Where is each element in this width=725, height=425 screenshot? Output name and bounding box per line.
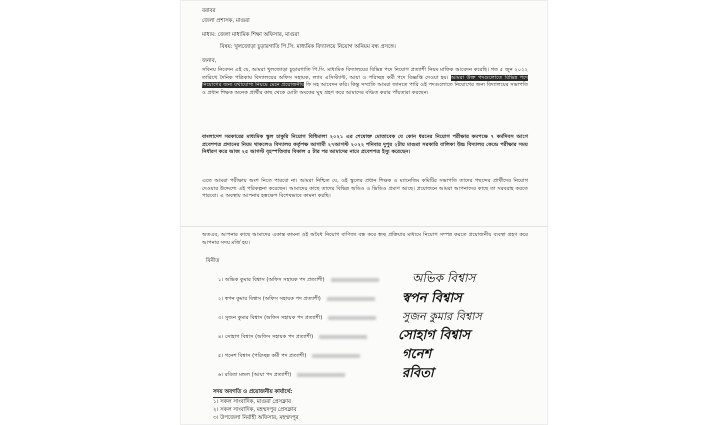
- signatory-line: ১। অভিক কুমার বিশ্বাস (অফিস সহায়ক পদ প্রত্যাশী): [218, 277, 325, 283]
- letter-page: [180, 0, 548, 425]
- signatory-row: [218, 277, 379, 285]
- signatory-line: ৪। সোহাগ বিশ্বাস (অফিস সহায়ক পদ প্রত্যাশী): [218, 334, 314, 340]
- signatory-row: [218, 334, 367, 342]
- signatory-row: [218, 296, 375, 304]
- redacted-phone: [297, 373, 345, 377]
- redacted-phone: [331, 278, 379, 282]
- signatory-line: ৩। সুজন কুমার বিশ্বাস (অফিস সহায়ক পদ প্রত্যাশী): [218, 315, 323, 321]
- copy-heading: সদয় অবগতি ও প্রয়োজনীয় কার্যার্থে:: [213, 389, 293, 395]
- body-p1-text: সবিনয় নিবেদন এই যে, আমরা খুলজোড়া চুড়ারগাতি পি.সি. মাধ্যমিক বিদ্যালয়ের বিভিন্ন পদে নিয়োগ প্রত্যাশী নিয়ম মাফিক আবেদন করেছি। গত ৫ জুন ২০২২ তারিখে দৈনিক পত্রিকায় বিদ্যালয়ের অফিস সহায়ক, ল্যাব এসিস্ট্যান্ট, আয়া ও পরিচ্ছন্ন কর্মী পদে বিজ্ঞপ্তি দেওয়া হয়।: [202, 67, 528, 81]
- redacted-phone: [312, 354, 360, 358]
- signature: অভিক বিশ্বাস: [412, 271, 476, 285]
- body-paragraph-1: [202, 67, 528, 97]
- copy-item: ২। সকল সাংবাদিক, মহম্মদপুর প্রেসক্লাব: [213, 407, 297, 413]
- redacted-phone: [319, 335, 367, 339]
- signatory-row: [218, 315, 376, 323]
- redacted-phone: [328, 316, 376, 320]
- signature: স্বপন বিশ্বাস: [402, 291, 462, 306]
- body-p1-rest: ফি সহ আবেদন করি। কিন্তু সম্প্রতি আমরা জানতে পারি ওই পদগুলোতে নিয়োগের জন্য বিদ্যালয়ের সভাপতি ও প্রধান শিক্ষক অনেক প্রার্থীর কাছ থেকে মোটা অংকের ঘুষ গ্রহণ করে আমাদের বঞ্চিত করার পাঁয়তারা করছেন।: [202, 82, 528, 96]
- paper-fold: [180, 226, 548, 227]
- redacted-phone: [327, 297, 375, 301]
- signature: সোহাগ বিশ্বাস: [398, 328, 471, 343]
- closing-paragraph: অতএব, আপনার কাছে আমাদের একান্ত কামনা ওই অবৈধ নিয়োগ বাণিজ্য বন্ধ করে স্বচ্ছ প্রক্রিয়ার মাধ্যমে নিয়োগ সম্পন্ন করতে প্রয়োজনীয় ব্যবস্থা গ্রহণ করে আপনার সদয় মর্জি হয়।: [202, 232, 528, 246]
- via-line: মাধ্যম: জেলা মাধ্যমিক শিক্ষা অফিসার, মাগুরা: [202, 32, 300, 38]
- recipient-line-1: বরাবর: [202, 8, 216, 14]
- signatory-line: ৫। গনেশ বিশ্বাস (পরিচ্ছন্ন কর্মী পদ প্রত্যাশী): [218, 353, 307, 359]
- copy-heading-underline: [213, 397, 273, 398]
- sign-off: বিনীত: [206, 258, 220, 264]
- copy-item: ১। সকল সাংবাদিক, মাগুরা প্রেসক্লাব: [213, 399, 291, 405]
- copy-item: ৩। উপজেলা নির্বাহী অফিসার, মহম্মদপুর: [213, 415, 299, 421]
- signatory-line: ২। স্বপন কুমার বিশ্বাস (অফিস সহায়ক পদ প্রত্যাশী): [218, 296, 321, 302]
- signatory-row: [218, 353, 360, 361]
- subject-line: বিষয়: খুলজোড়া চুড়ারগাতি পি.সি. মাধ্যমিক বিদ্যালয়ে নিয়োগ অনিয়ম বন্ধ প্রসঙ্গে।: [220, 44, 396, 50]
- salutation: জনাব,: [202, 58, 217, 64]
- signature: সুজন কুমার বিশ্বাস: [402, 310, 482, 323]
- body-paragraph-3: এতে আমরা পরীক্ষায় অংশ নিতে পারবো না। আমরা নিশ্চিত যে, ওই স্কুলের প্রধান শিক্ষক ও ম্যানেজিং কমিটির সভাপতি তাদের পছন্দের প্রার্থীদের নিয়োগ দেওয়ার উদ্দেশ্যে এই পরিকল্পনা করেছেন। আমাদের কাছে তাদের বিভিন্ন অডিও ও ভিডিও প্রমাণ আছে। প্রয়োজনে আমরা আপনাদের কাছে তা সরবরাহ করতে পারবো। এ অবস্থায় আপনার হস্তক্ষেপ বিশেষভাবে কামনা করছি।: [202, 178, 528, 200]
- signatory-line: ৬। রবিতা মন্ডল (আয়া পদ প্রত্যাশী): [218, 372, 292, 378]
- body-paragraph-2: বাংলাদেশ সরকারের মাধ্যমিক স্কুল চাকুরি নিয়োগ বিধিমালা ২০২১ এর শেষোক্ত মোতাবেক যে কোন ধরনের নিয়োগ পরীক্ষার কমপক্ষে ৭ কর্মদিবস আগে প্রবেশপত্র প্রদানের নিয়ম থাকলেও বিদ্যালয় কর্তৃপক্ষ আগামী ২৭আগস্ট ২০২২ শনিবার দুপুর ২টায় মাগুরা সরকারি বালিকা উচ্চ বিদ্যালয় কেন্দ্রে পরীক্ষার সময় নির্ধারণ করে আজ ২৫ আগস্ট বৃহস্পতিবার বিকাল ৫ টার পর আমাদের নামে প্রবেশপত্র ইস্যু করেছেন।: [202, 134, 528, 156]
- body-p1-highlight: আমরা উক্ত পদগুলোতে বিভিন্ন পদে নিয়োগের জন্য যথাযোগ্য নিয়মে মেনে প্রয়োজনীয়: [202, 74, 528, 89]
- signature: রবিতা: [402, 366, 434, 381]
- signatory-row: [218, 372, 345, 380]
- signature: গনেশ: [402, 347, 432, 362]
- recipient-line-2: জেলা প্রশাসক, মাগুরা: [202, 18, 250, 24]
